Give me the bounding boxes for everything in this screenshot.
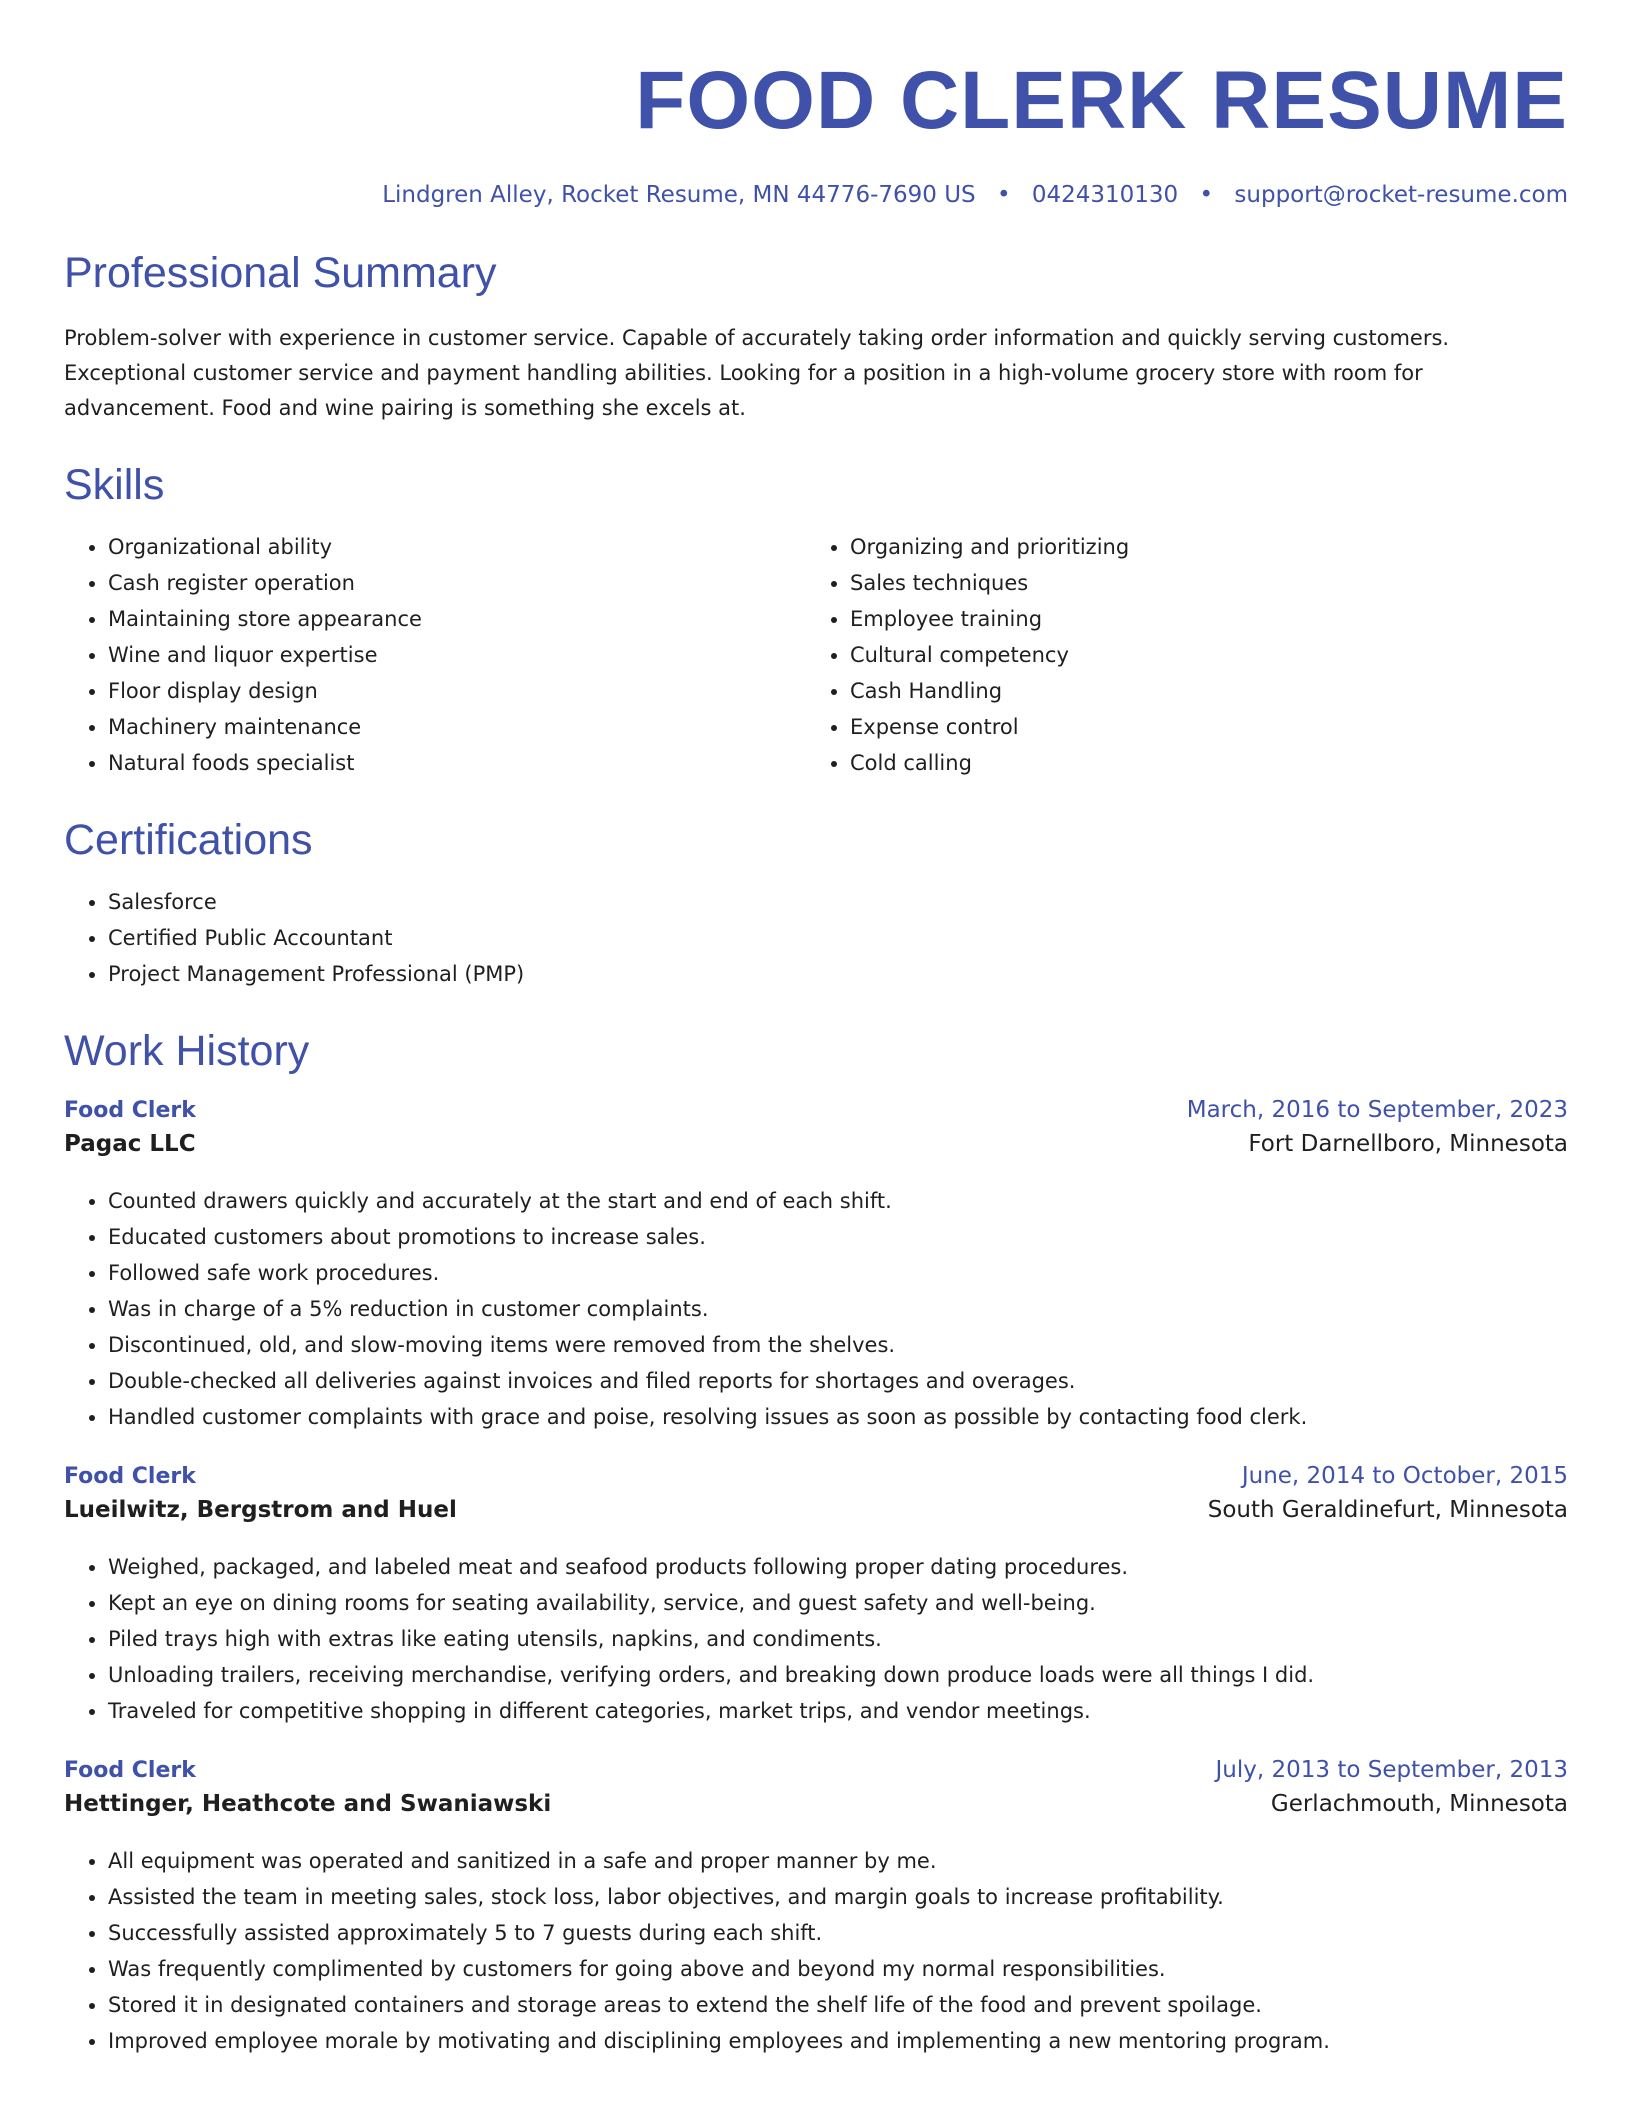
contact-separator: • [996, 182, 1011, 208]
job-entry [64, 1757, 1568, 2059]
job-bullet: • Assisted the team in meeting sales, stock loss, labor objectives, and margin goals to increase profitability. [108, 1879, 1568, 1915]
job-bullet: • Traveled for competitive shopping in different categories, market trips, and vendor meetings. [108, 1693, 1568, 1729]
skill-item: • Wine and liquor expertise [108, 637, 806, 673]
job-bullet: • Followed safe work procedures. [108, 1255, 1568, 1291]
job-bullet: • Piled trays high with extras like eating utensils, napkins, and condiments. [108, 1621, 1568, 1657]
job-company: Lueilwitz, Bergstrom and Huel [64, 1497, 457, 1523]
skill-item: • Cash Handling [850, 673, 1548, 709]
job-title: Food Clerk [64, 1098, 196, 1123]
job-entry [64, 1463, 1568, 1729]
job-bullet: • All equipment was operated and sanitized in a safe and proper manner by me. [108, 1843, 1568, 1879]
job-bullets [64, 1549, 1568, 1729]
job-dates: March, 2016 to September, 2023 [1186, 1097, 1568, 1123]
skill-item: • Cultural competency [850, 637, 1548, 673]
skill-item: • Organizing and prioritizing [850, 529, 1548, 565]
job-bullet: • Unloading trailers, receiving merchandise, verifying orders, and breaking down produce loads were all things I did. [108, 1657, 1568, 1693]
contact-separator: • [1199, 182, 1214, 208]
job-bullet: • Successfully assisted approximately 5 to 7 guests during each shift. [108, 1915, 1568, 1951]
job-entry [64, 1097, 1568, 1435]
certification-item: • Project Management Professional (PMP) [108, 956, 1568, 992]
job-company: Pagac LLC [64, 1131, 196, 1157]
resume-title: FOOD CLERK RESUME [635, 55, 1568, 146]
skill-item: • Cash register operation [108, 565, 806, 601]
skill-item: • Natural foods specialist [108, 745, 806, 781]
job-bullet: • Double-checked all deliveries against invoices and filed reports for shortages and overages. [108, 1363, 1568, 1399]
skills-column-right [806, 529, 1548, 781]
contact-phone: 0424310130 [1031, 182, 1179, 208]
certifications-heading: Certifications [64, 816, 313, 864]
job-dates: June, 2014 to October, 2015 [1241, 1463, 1568, 1489]
job-bullet: • Counted drawers quickly and accurately at the start and end of each shift. [108, 1183, 1568, 1219]
job-bullet: • Was in charge of a 5% reduction in customer complaints. [108, 1291, 1568, 1327]
job-location: South Geraldinefurt, Minnesota [1207, 1497, 1568, 1523]
job-bullet: • Kept an eye on dining rooms for seating availability, service, and guest safety and well-being. [108, 1585, 1568, 1621]
job-location: Fort Darnellboro, Minnesota [1248, 1131, 1568, 1157]
job-bullet: • Stored it in designated containers and storage areas to extend the shelf life of the food and prevent spoilage. [108, 1987, 1568, 2023]
skills-heading: Skills [64, 461, 165, 509]
job-bullets [64, 1843, 1568, 2059]
work-history-heading: Work History [64, 1027, 310, 1075]
job-bullet: • Weighed, packaged, and labeled meat and seafood products following proper dating procedures. [108, 1549, 1568, 1585]
skill-item: • Organizational ability [108, 529, 806, 565]
job-bullet: • Discontinued, old, and slow-moving items were removed from the shelves. [108, 1327, 1568, 1363]
certification-item: • Certified Public Accountant [108, 920, 1568, 956]
summary-heading: Professional Summary [64, 249, 497, 297]
job-bullet: • Improved employee morale by motivating and disciplining employees and implementing a new mentoring program. [108, 2023, 1568, 2059]
skill-item: • Sales techniques [850, 565, 1548, 601]
skill-item: • Maintaining store appearance [108, 601, 806, 637]
skills-list [64, 529, 1568, 781]
job-bullet: • Handled customer complaints with grace and poise, resolving issues as soon as possible by contacting food clerk. [108, 1399, 1568, 1435]
contact-address: Lindgren Alley, Rocket Resume, MN 44776-7690 US [382, 182, 976, 208]
job-bullet: • Educated customers about promotions to increase sales. [108, 1219, 1568, 1255]
job-title: Food Clerk [64, 1758, 196, 1783]
skill-item: • Expense control [850, 709, 1548, 745]
job-company: Hettinger, Heathcote and Swaniawski [64, 1791, 552, 1817]
skill-item: • Floor display design [108, 673, 806, 709]
contact-line [64, 182, 1568, 208]
skill-item: • Employee training [850, 601, 1548, 637]
summary-text: Problem-solver with experience in customer service. Capable of accurately taking order information and quickly serving customers. Exceptional customer service and payment handling abilities. Looking for a position in a high-volume grocery store with room for advancement. Food and wine pairing is something she excels at. [64, 326, 1450, 420]
certification-item: • Salesforce [108, 884, 1568, 920]
job-bullets [64, 1183, 1568, 1435]
job-title: Food Clerk [64, 1464, 196, 1489]
job-dates: July, 2013 to September, 2013 [1215, 1757, 1568, 1783]
skill-item: • Machinery maintenance [108, 709, 806, 745]
skill-item: • Cold calling [850, 745, 1548, 781]
job-location: Gerlachmouth, Minnesota [1270, 1791, 1568, 1817]
skills-column-left [64, 529, 806, 781]
contact-email[interactable]: support@rocket-resume.com [1234, 182, 1568, 208]
job-bullet: • Was frequently complimented by customers for going above and beyond my normal responsibilities. [108, 1951, 1568, 1987]
certifications-list [64, 884, 1568, 992]
